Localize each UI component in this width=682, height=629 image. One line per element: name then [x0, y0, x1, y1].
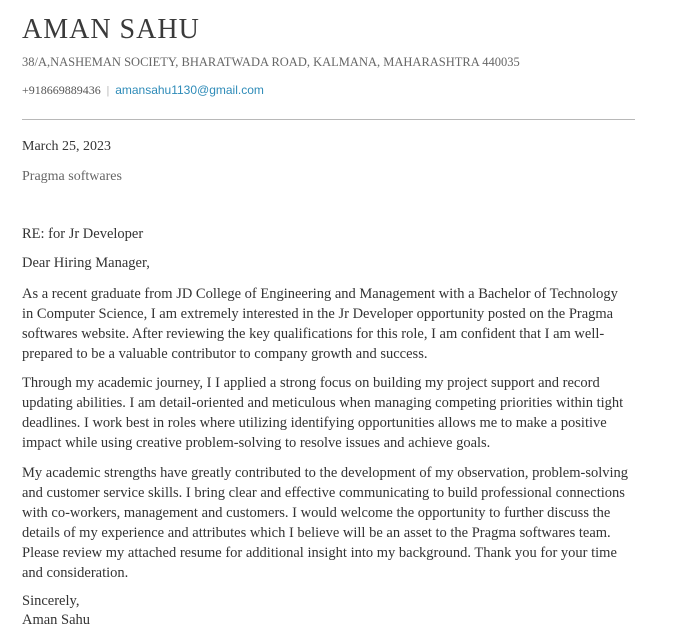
email-link[interactable]: amansahu1130@gmail.com [115, 83, 264, 97]
body-paragraph-3: My academic strengths have greatly contributed to the development of my observation, problem-solving and customer service skills. I bring clear and effective communicating to build professional connections with co-workers, management and customers. I would welcome the opportunity to further discuss the details of my experience and attributes which I believe will be an asset to the Pragma softwares team. Please review my attached resume for additional insight into my background. Thank you for your time and consideration. [22, 465, 629, 581]
recipient-company: Pragma softwares [22, 169, 122, 184]
contact-line [22, 83, 264, 98]
contact-separator: | [106, 83, 110, 97]
subject-line: RE: for Jr Developer [22, 226, 144, 242]
header-divider [22, 119, 635, 120]
body-paragraph-2: Through my academic journey, I I applied a strong focus on building my project support and record updating abilities. I am detail-oriented and meticulous when managing competing priorities within tight deadlines. I work best in roles where utilizing identifying opportunities allows me to make a positive impact while using creative problem-solving to resolve issues and achieve goals. [22, 375, 624, 451]
applicant-address: 38/A,NASHEMAN SOCIETY, BHARATWADA ROAD, KALMANA, MAHARASHTRA 440035 [22, 55, 520, 69]
body-paragraph-1: As a recent graduate from JD College of Engineering and Management with a Bachelor of Technology in Computer Science, I am extremely interested in the Jr Developer opportunity posted on the Pragma softwares website. After reviewing the key qualifications for this role, I am confident that I am well-prepared to be a valuable contributor to company growth and success. [22, 286, 618, 362]
salutation: Dear Hiring Manager, [22, 255, 150, 271]
applicant-name: AMAN SAHU [22, 14, 200, 45]
phone-number: +918669889436 [22, 83, 101, 97]
signer-name: Aman Sahu [22, 612, 91, 628]
letter-date: March 25, 2023 [22, 139, 112, 154]
closing: Sincerely, [22, 593, 80, 609]
